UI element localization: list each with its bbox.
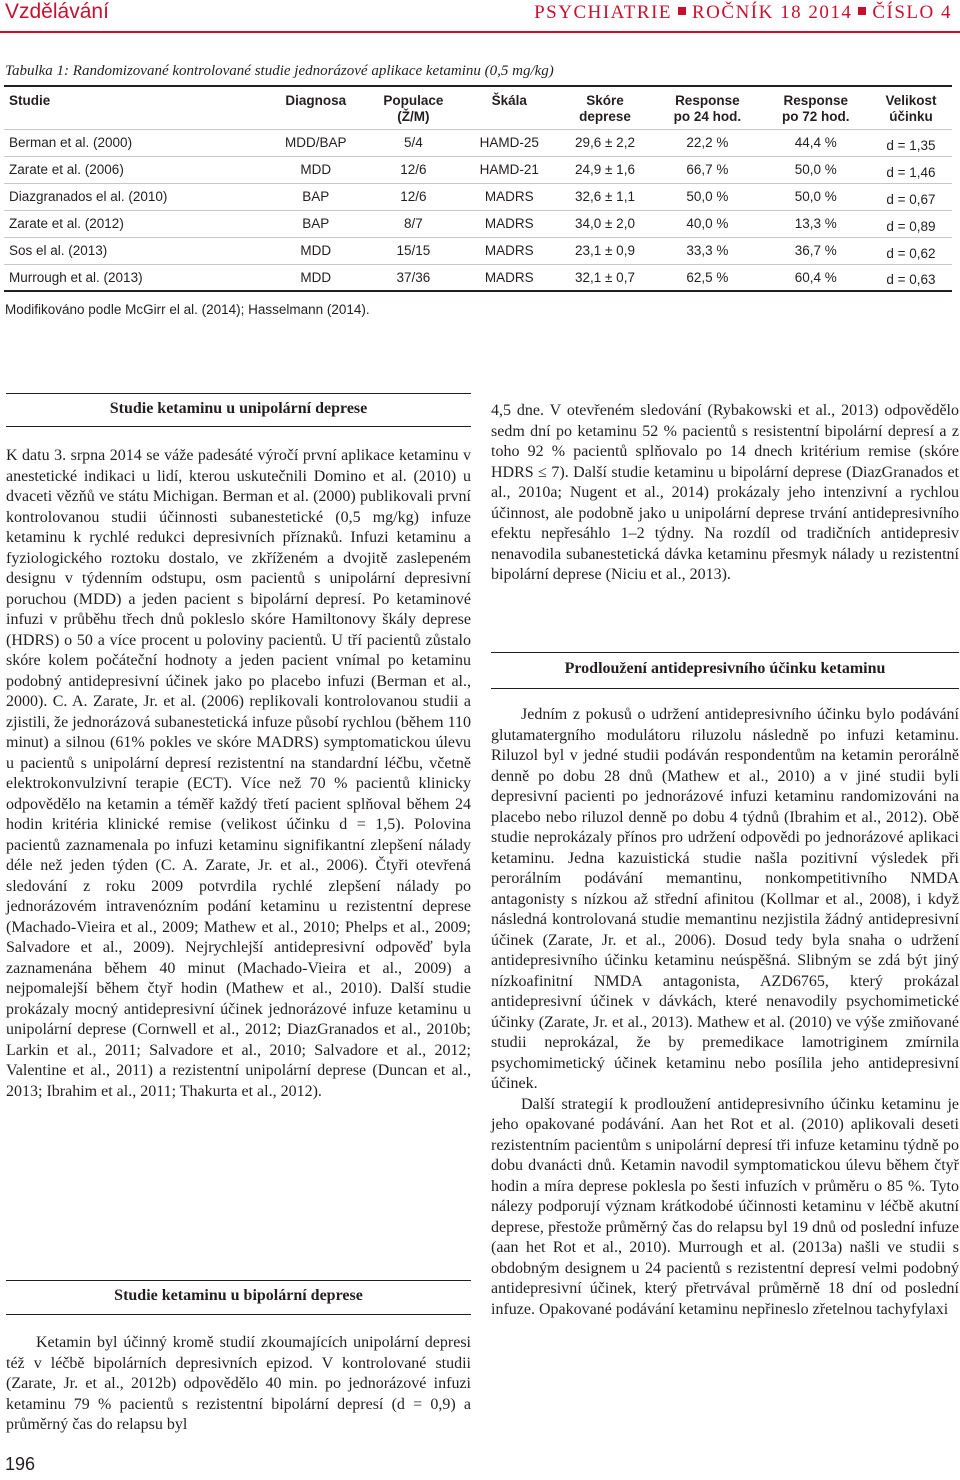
table-cell: 36,7 % [762,237,870,264]
page-header [0,0,960,31]
section-title: Vzdělávání [5,0,109,23]
table-cell: Zarate et al. (2006) [4,156,266,183]
studies-table [4,85,952,292]
heading-bipolar: Studie ketaminu u bipolární deprese [114,1287,363,1304]
column-header [365,86,461,129]
table-body [4,129,952,291]
table-caption: Tabulka 1: Randomizované kontrolované studie jednorázové aplikace ketaminu (0,5 mg/kg) [5,63,554,79]
table-cell: Berman et al. (2000) [4,129,266,156]
table-cell: Zarate et al. (2012) [4,210,266,237]
table-cell: 32,6 ± 1,1 [557,183,653,210]
column-header-line: Skóre [586,93,624,108]
left-column-text-2 [6,1333,471,1436]
table-cell: MADRS [462,183,557,210]
table-cell: BAP [266,183,365,210]
paragraph-unipolar: K datu 3. srpna 2014 se váže padesáté výročí první aplikace ketaminu v anestetické indikaci u lidí, kterou uskutečnili Domino et al. (2010) u dvaceti vězňů ve státu Michigan. Berman et al. (2000) publikovali první kontrolovanou studii účinnosti subanestetické (0,5 mg/kg) infuze ketaminu k rychlé redukci depresivních příznaků. Infuzi ketaminu a fyziologického roztoku dostalo, ve zkříženém a dvojitě zaslepeném designu v týdenním odstupu, osm pacientů s unipolární depresivní poruchou (MDD) a jeden pacient s bipolární depresí. Po ketaminové infuzi v průběhu třech dnů pokleslo skóre Hamiltonovy škály deprese (HDRS) o 50 a více procent u poloviny pacientů. U tří pacientů zůstalo skóre kolem počáteční hodnoty a jeden pacient vnímal po ketaminu podobný antidepresivní účinek jako po placebo infuzi (Berman et al., 2000). C. A. Zarate, Jr. et al. (2006) replikovali kontrolovanou studii a zjistili, že jednorázová subanestetická infuze působí rychlou (během 110 minut) a silnou (61% pokles ve skóre MADRS) symptomatickou úlevu u pacientů s unipolární depresí rezistentní na standardní léčbu, včetně elektrokonvulzivní terapie (ECT). Více než 70 % pacientů klinicky odpovědělo na ketamin a téměř každý třetí pacient splňoval během 24 hodin kritéria klinické remise (velikost účinku d = 1,5). Polovina pacientů zaznamenala po infuzi ketaminu signifikantní zlepšení nálady déle než jeden týden (C. A. Zarate, Jr. et al., 2006). Čtyři otevřená sledování z roku 2009 potvrdila rychlé zlepšení nálady po jednorázovém intravenózním podání ketaminu u rezistentní deprese (Machado-Vieira et al., 2009; Mathew et al., 2010; Phelps et al., 2009; Salvadore et al., 2009). Nejrychlejší antidepresivní odpověď byla zaznamenána během 40 minut (Machado-Vieira et al., 2009) a nejpomalejší během čtyř hodin (Mathew et al., 2010). Další studie prokázaly mocný antidepresivní účinek jednorázové infuze ketaminu u unipolární deprese (Cornwell et al., 2012; DiazGranados et al., 2010b; Larkin et al., 2011; Salvadore et al., 2010; Salvadore et al., 2012; Valentine et al., 2011) a rezistentní unipolární deprese (Duncan et al., 2013; Ibrahim et al., 2011; Thakurta et al., 2012). [6,447,471,1100]
column-header [870,86,952,129]
section-rule [6,426,471,427]
column-header-line: účinku [889,109,933,124]
table-cell: 13,3 % [762,210,870,237]
table-cell: MDD [266,156,365,183]
table-cell: MDD [266,264,365,291]
table-row [4,210,952,237]
table-cell: 44,4 % [762,129,870,156]
column-header [762,86,870,129]
table-cell: MADRS [462,237,557,264]
column-header [653,86,761,129]
table-cell: 50,0 % [762,156,870,183]
table-cell: 29,6 ± 2,2 [557,129,653,156]
table-cell: 12/6 [365,156,461,183]
journal-issue: ČÍSLO 4 [872,2,952,23]
column-header-line: po 24 hod. [673,109,742,124]
right-column-text-2 [491,705,959,1320]
table-cell: BAP [266,210,365,237]
table-cell: 34,0 ± 2,0 [557,210,653,237]
square-separator-icon [858,7,866,15]
column-header-line: po 72 hod. [782,109,850,124]
table-cell: Sos el al. (2013) [4,237,266,264]
table-cell: d = 0,89 [870,210,952,237]
table-cell: HAMD-25 [462,129,557,156]
table-cell: 37/36 [365,264,461,291]
table-cell: d = 1,46 [870,156,952,183]
column-header-line: Populace [383,93,444,108]
table-cell: 8/7 [365,210,461,237]
header-rule [0,31,960,33]
table-cell: Murrough et al. (2013) [4,264,266,291]
column-header-line: Velikost [885,93,937,108]
journal-info [534,2,952,24]
table-cell: 66,7 % [653,156,761,183]
column-header-line: Studie [9,93,51,108]
table-cell: HAMD-21 [462,156,557,183]
heading-unipolar: Studie ketaminu u unipolární deprese [109,400,368,417]
section-rule [6,1280,471,1281]
column-header-line: Response [675,93,740,108]
page-number: 196 [5,1454,36,1474]
table-cell: MDD [266,237,365,264]
table-cell: 5/4 [365,129,461,156]
column-header [4,86,266,129]
journal-volume: ROČNÍK 18 [692,2,803,23]
table-cell: MDD/BAP [266,129,365,156]
section-rule [6,393,471,394]
table-cell: d = 0,62 [870,237,952,264]
table-row [4,129,952,156]
section-rule [491,688,959,689]
table-row [4,264,952,291]
table-cell: d = 0,63 [870,264,952,291]
table-cell: 23,1 ± 0,9 [557,237,653,264]
table-cell: MADRS [462,210,557,237]
right-column-text [491,401,959,586]
column-header-line: Response [783,93,849,108]
column-header-line: Diagnosa [285,93,347,108]
paragraph-bipolar: Ketamin byl účinný kromě studií zkoumajících unipolární depresi též v léčbě bipolárních depresivních epizod. V kontrolované studii (Zarate, Jr. et al., 2012b) odpovědělo 40 min. po jednorázové infuzi ketaminu 79 % pacientů s rezistentní bipolární depresí (d = 0,9) a průměrný čas do relapsu byl [6,1334,471,1433]
heading-prolongation: Prodloužení antidepresivního účinku ketaminu [564,660,886,677]
table-row [4,156,952,183]
journal-year: 2014 [808,2,853,23]
column-header [266,86,365,129]
section-rule [491,652,959,653]
table-note: Modifikováno podle McGirr el al. (2014); Hasselmann (2014). [5,302,370,317]
paragraph-riluzole: Jedním z pokusů o udržení antidepresivního účinku bylo podávání glutamatergního modulátoru riluzolu následně po infuzi ketaminu. Riluzol byl v jedné studii podáván respondentům na ketamin perorálně denně po dobu 28 dnů (Mathew et al., 2010) a v jiné studii byli depresivní pacienti po jednorázové infuzi ketaminu randomizováni na placebo nebo riluzol denně po dobu 4 týdnů (Ibrahim et al., 2012). Obě studie neprokázaly přínos pro udržení odpovědi po jednorázové aplikaci ketaminu. Jedna kazuistická studie našla pozitivní výsledek při perorálním podávání memantinu, nonkompetitivního NMDA antagonisty s nízkou až střední afinitou (Kollmar et al., 2008), i když následná kontrolovaná studie memantinu nezjistila žádný antidepresivní účinek (Zarate, Jr. et al., 2006). Dosud tedy byla snaha o udržení antidepresivního účinku ketaminu neúspěšná. Slibným se zdá být jiný nízkoafinitní NMDA antagonista, AZD6765, který prokázal antidepresivní účinek v dávkách, které nenavodily psychomimetické účinky (Zarate, Jr. et al., 2013). Mathew et al. (2010) ve výše zmiňované studii neprokázal, že by premedikace lamotriginem zmírnila psychomimetický účinek ketaminu nebo posílila jeho antidepresivní účinek. [491,706,959,1092]
table-cell: 32,1 ± 0,7 [557,264,653,291]
section-rule [6,1314,471,1315]
table-cell: 22,2 % [653,129,761,156]
table-cell: 62,5 % [653,264,761,291]
paragraph-bipolar-cont: 4,5 dne. V otevřeném sledování (Rybakowski et al., 2013) odpovědělo sedm dní po ketaminu 52 % pacientů s resistentní bipolární depresí a z toho 92 % pacientů splňovalo po 14 dnech kritérium remise (skóre HDRS ≤ 7). Další studie ketaminu u bipolární deprese (DiazGranados et al., 2010a; Nugent et al., 2014) prokázaly jeho intenzivní a rychlou účinnost, ale podobně jako u unipolární deprese trvání antidepresivního efektu nepřesáhlo 1–2 týdny. Na rozdíl od tradičních antidepresiv nenavodila subanestetická dávka ketaminu přesmyk nálady u rezistentní bipolární deprese (Niciu et al., 2013). [491,402,959,583]
square-separator-icon [678,7,686,15]
table-cell: 60,4 % [762,264,870,291]
column-header [462,86,557,129]
journal-name: PSYCHIATRIE [534,2,672,23]
table-cell: d = 1,35 [870,129,952,156]
table-cell: 33,3 % [653,237,761,264]
table-cell: MADRS [462,264,557,291]
table-cell: d = 0,67 [870,183,952,210]
column-header-line: Škála [491,93,527,108]
table-cell: 24,9 ± 1,6 [557,156,653,183]
table-cell: 12/6 [365,183,461,210]
table-cell: 50,0 % [653,183,761,210]
table-row [4,183,952,210]
table-cell: Diazgranados el al. (2010) [4,183,266,210]
paragraph-repeated: Další strategií k prodloužení antidepresivního účinku ketaminu je jeho opakované podávání. Aan het Rot et al. (2010) aplikovali deseti rezistentním pacientům s unipolární depresí tři infuze ketaminu týdně po dobu dvanácti dnů. Ketamin navodil symptomatickou úlevu během čtyř hodin a míra deprese poklesla po šesti infuzích v průměru o 85 %. Tyto nálezy podporují význam krátkodobé účinnosti ketaminu v léčbě akutní deprese, přestože průměrný čas do relapsu byl 19 dnů od poslední infuze (aan het Rot et al., 2010). Murrough et al. (2013a) našli ve studii s obdobným designem u 24 pacientů s rezistentní depresí velmi podobný antidepresivní účinek, který přetrvával průměrně 18 dní od poslední infuze. Opakované podávání ketaminu nepřineslo zřetelnou tachyfylaxi [491,1095,959,1318]
table-cell: 40,0 % [653,210,761,237]
table-cell: 15/15 [365,237,461,264]
table-row [4,237,952,264]
column-header [557,86,653,129]
column-header-line: (Ž/M) [397,109,430,124]
column-header-line: deprese [579,109,631,124]
table-cell: 50,0 % [762,183,870,210]
table-header-row [4,86,952,129]
left-column-text [6,446,471,1102]
